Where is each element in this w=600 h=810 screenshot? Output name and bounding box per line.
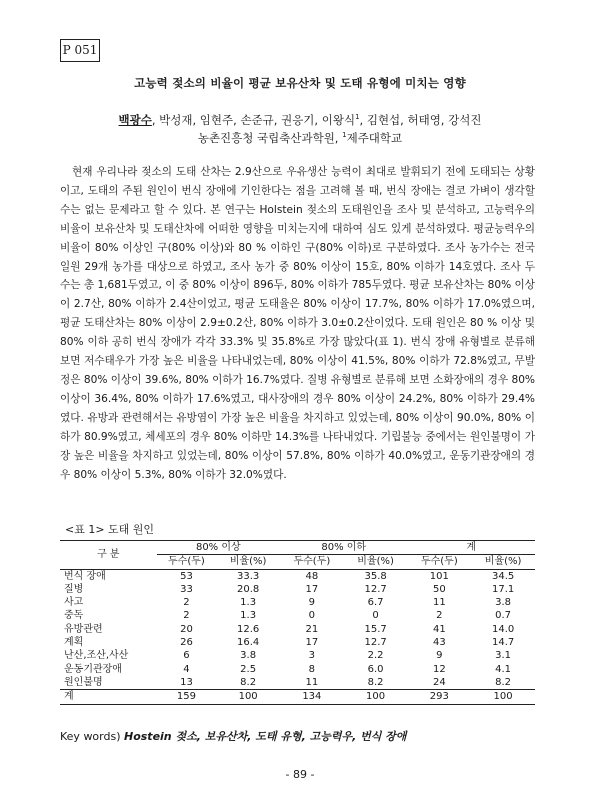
- cell: 1.3: [240, 610, 257, 622]
- cell: 134: [280, 690, 344, 704]
- row-label: 난산,조산,사산: [64, 650, 129, 662]
- table-row: [60, 636, 535, 649]
- affiliation-main: 농촌진흥청 국립축산과학원,: [197, 131, 343, 145]
- abstract-code: P 051: [60, 39, 100, 62]
- author-affil-mark: 1: [355, 113, 360, 121]
- table-row: [60, 583, 535, 596]
- cell: 24: [432, 676, 446, 688]
- author-list: [0, 112, 600, 128]
- cell: 100: [344, 690, 408, 704]
- subheader-count: 두수(두): [407, 555, 471, 569]
- cell: 12.6: [237, 623, 260, 635]
- cell: 101: [429, 570, 449, 582]
- cell: 33.3: [237, 570, 260, 582]
- cell: 34.5: [491, 570, 515, 582]
- affiliation-second: 제주대학교: [346, 131, 403, 145]
- abstract-body: 현재 우리나라 젖소의 도태 산차는 2.9산으로 우유생산 능력이 최대로 발휘되기 전에 도태되는 상황이고, 도태의 주된 원인이 번식 장애에 기인한다는 점을 고려해 볼 때, 번식 장애는 결코 가벼이 생각할 수는 없는 문제라고 할 수 있다. 본 연구는 Holstein 젖소의 도태원인을 조사 및 분석하고, 고능력우의 비율이 보유산차 및 도태산차에 어떠한 영향을 미치는지에 대하여 심도 있게 분석하였다. 평균능력우의 비율이 80% 이상인 구(80% 이상)와 80 % 이하인 구(80% 이하)로 구분하였다. 조사 농가수는 전국일원 29개 농가를 대상으로 하였고, 조사 농가 중 80% 이상이 15호, 80% 이하가 14호였다. 조사 두수는 총 1,681두였고, 이 중 80% 이상이 896두, 80% 이하가 785두였다. 평균 보유산차는 80% 이상이 2.7산, 80% 이하가 2.4산이었고, 평균 도태율은 80% 이상이 17.7%, 80% 이하가 17.0%였으며, 평균 도태산차는 80% 이상이 2.9±0.2산, 80% 이하가 3.0±0.2산이었다. 도태 원인은 80 % 이상 및 80% 이하 공히 번식 장애가 각각 33.3% 및 35.8%로 가장 많았다(표 1). 번식 장애 유형별로 분류해 보면 저수태우가 가장 높은 비율을 나타내었는데, 80% 이상이 41.5%, 80% 이하가 72.8%였고, 무발정은 80% 이상이 39.6%, 80% 이하가 16.7%였다. 질병 유형별로 분류해 보면 소화장애의 경우 80% 이상이 36.4%, 80% 이하가 17.6%였고, 대사장애의 경우 80% 이상이 24.2%, 80% 이하가 29.4%였다. 유방과 관련해서는 유방염이 가장 높은 비율을 차지하고 있었는데, 80% 이상이 90.0%, 80% 이하가 80.9%였고, 체세포의 경우 80% 이하만 14.3%를 나타내었다. 기립불능 중에서는 원인불명이 가장 높은 비율을 차지하고 있었는데, 80% 이상이 57.8%, 80% 이하가 40.0%였고, 운동기관장애의 경우 80% 이상이 5.3%, 80% 이하가 32.0%였다.: [60, 166, 535, 481]
- row-label: 유방관련: [64, 623, 103, 635]
- cell: 6.7: [367, 597, 384, 609]
- table-group-header: [60, 541, 535, 555]
- cell: 6.0: [367, 663, 384, 675]
- cell: 17: [305, 583, 319, 595]
- cell: 3.8: [495, 597, 512, 609]
- cell: 50: [432, 583, 446, 595]
- table-row: [60, 596, 535, 609]
- cell: 21: [305, 623, 319, 635]
- cell: 2.5: [240, 663, 257, 675]
- page-number: - 89 -: [285, 768, 315, 781]
- group-header-below80: 80% 이하: [280, 541, 407, 555]
- cell: 8.2: [367, 676, 384, 688]
- cell: 26: [180, 637, 193, 649]
- group-header-total: 계: [407, 541, 535, 555]
- cell: 4: [183, 663, 190, 675]
- cell: 12.7: [364, 583, 387, 595]
- row-label: 원인불명: [64, 676, 103, 688]
- keywords-terms: Hostein 젖소, 보유산차, 도태 유형, 고능력우, 번식 장애: [124, 730, 407, 743]
- cell: 293: [407, 690, 471, 704]
- cell: 8.2: [495, 676, 512, 688]
- keywords: [60, 728, 406, 744]
- cell: 3.8: [240, 650, 257, 662]
- culling-cause-table: [60, 540, 535, 705]
- table-row: [60, 676, 535, 690]
- table-total-row: [60, 690, 535, 704]
- table-row: [60, 623, 535, 636]
- cell: 13: [180, 676, 193, 688]
- cell: 15.7: [364, 623, 387, 635]
- cell: 9: [308, 597, 316, 609]
- cell: 3: [308, 650, 316, 662]
- category-header: 구 분: [60, 541, 157, 570]
- subheader-count: 두수(두): [157, 555, 217, 569]
- cell: 0: [372, 610, 379, 622]
- cell: 0.7: [495, 610, 512, 622]
- cell: 12: [432, 663, 446, 675]
- cell: 159: [157, 690, 217, 704]
- affiliation: [0, 130, 600, 146]
- cell: 20.8: [237, 583, 260, 595]
- cell: 17.1: [491, 583, 515, 595]
- cell: 6: [183, 650, 190, 662]
- cell: 35.8: [364, 570, 387, 582]
- cell: 20: [180, 623, 193, 635]
- table-row: [60, 663, 535, 676]
- table-row: [60, 609, 535, 622]
- paper-title: 고능력 젖소의 비율이 평균 보유산차 및 도태 유형에 미치는 영향: [134, 76, 466, 90]
- cell: 3.1: [495, 650, 512, 662]
- cell: 43: [432, 637, 446, 649]
- row-label: 중독: [64, 610, 84, 622]
- table-caption: <표 1> 도태 원인: [65, 523, 155, 536]
- presenting-author: 백광수: [118, 113, 152, 127]
- cell: 2: [183, 610, 190, 622]
- cell: 17: [305, 637, 319, 649]
- row-label: 운동기관장애: [64, 663, 122, 675]
- cell: 14.7: [491, 637, 515, 649]
- row-label: 질병: [64, 583, 84, 595]
- cell: 0: [308, 610, 316, 622]
- cell: 100: [471, 690, 535, 704]
- group-header-above80: 80% 이상: [157, 541, 280, 555]
- subheader-ratio: 비율(%): [216, 555, 280, 569]
- row-label: 계: [60, 690, 157, 704]
- cell: 14.0: [491, 623, 515, 635]
- cell: 48: [305, 570, 319, 582]
- cell: 33: [180, 583, 193, 595]
- cell: 41: [432, 623, 446, 635]
- cell: 100: [216, 690, 280, 704]
- cell: 16.4: [237, 637, 260, 649]
- table-row: [60, 649, 535, 662]
- cell: 12.7: [364, 637, 387, 649]
- cell: 1.3: [240, 597, 257, 609]
- cell: 2.2: [367, 650, 384, 662]
- table-row: [60, 569, 535, 583]
- author-names-b: , 김현섭, 허태영, 강석진: [359, 113, 482, 127]
- cell: 8: [308, 663, 316, 675]
- cell: 9: [436, 650, 443, 662]
- keywords-label: Key words): [60, 730, 124, 743]
- subheader-ratio: 비율(%): [344, 555, 408, 569]
- cell: 4.1: [495, 663, 512, 675]
- cell: 11: [305, 676, 319, 688]
- cell: 53: [180, 570, 193, 582]
- cell: 2: [436, 610, 443, 622]
- cell: 2: [183, 597, 190, 609]
- cell: 11: [432, 597, 446, 609]
- subheader-ratio: 비율(%): [471, 555, 535, 569]
- row-label: 사고: [64, 597, 84, 609]
- subheader-count: 두수(두): [280, 555, 344, 569]
- author-names-a: , 박성재, 임현주, 손준규, 권응기, 이왕식: [151, 113, 356, 127]
- cell: 8.2: [240, 676, 257, 688]
- row-label: 계획: [64, 637, 84, 649]
- row-label: 번식 장애: [64, 570, 106, 582]
- affiliation-mark: 1: [342, 131, 347, 139]
